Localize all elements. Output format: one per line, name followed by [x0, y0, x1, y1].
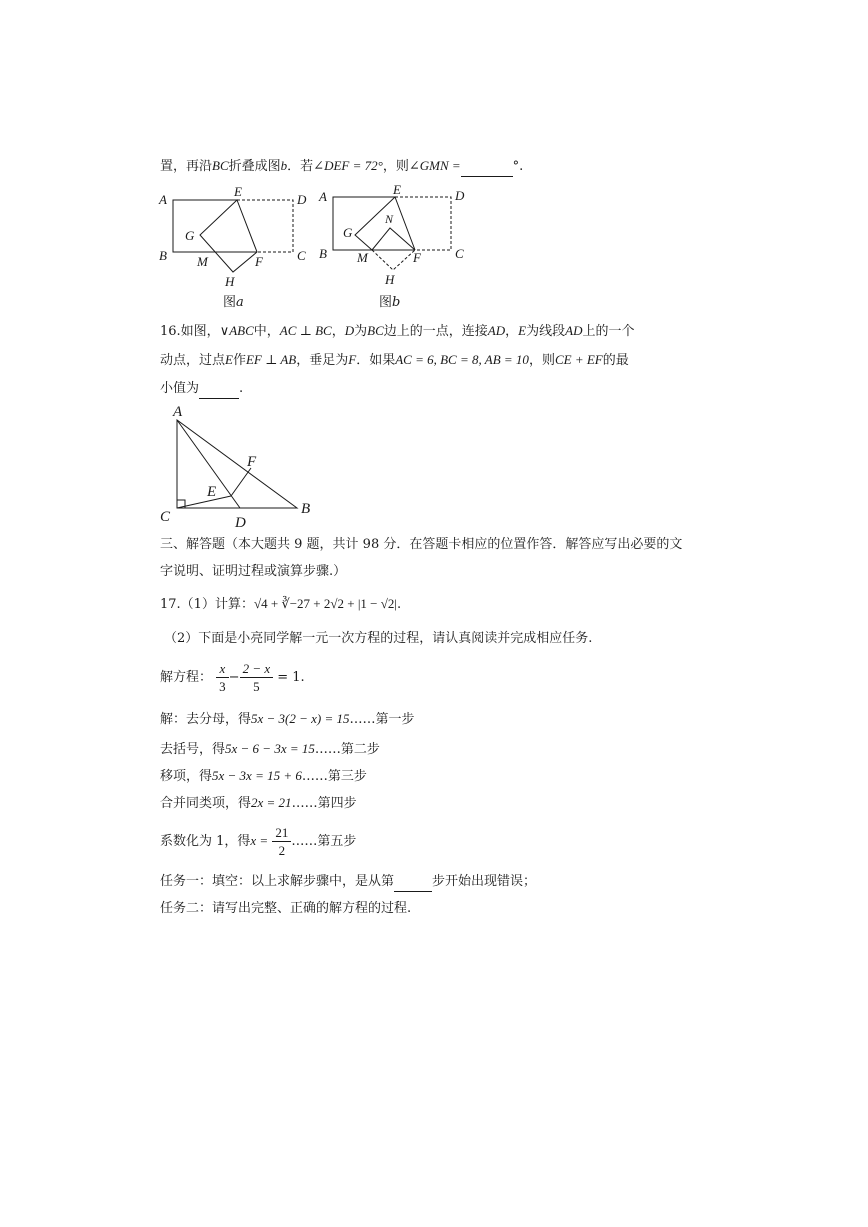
- rect-dashed-edges: [237, 200, 293, 252]
- label-h: H: [385, 272, 395, 287]
- figure-triangle: [155, 400, 325, 532]
- fraction-21-over-2: $\frac{21}{2}$: [272, 824, 291, 859]
- step-5: 系数化为 1，得x = $\frac{21}{2}$ ……第五步: [160, 825, 357, 858]
- step-3: 移项，得5x − 3x = 15 + 6……第三步: [160, 768, 367, 784]
- label-d: D: [235, 515, 246, 531]
- fraction-2-minus-x-over-5: $\frac{2 - x}{5}$: [240, 660, 274, 695]
- label-c: C: [297, 248, 306, 263]
- caption-b: 图b: [379, 295, 401, 310]
- label-b: B: [301, 501, 311, 517]
- section-3-heading: 三、解答题（本大题共 9 题，共计 98 分．在答题卡相应的位置作答．解答应写出必要的文: [160, 537, 683, 552]
- label-g: G: [185, 228, 195, 243]
- section-3-heading-cont: 字说明、证明过程或演算步骤.）: [160, 564, 347, 579]
- folded-quad: [200, 200, 257, 272]
- label-a: A: [159, 192, 167, 207]
- rect-dashed-edges: [395, 197, 451, 250]
- label-b: B: [319, 246, 327, 261]
- label-b: B: [159, 248, 167, 263]
- figure-b: [315, 182, 475, 312]
- label-c: C: [455, 246, 464, 261]
- label-a: A: [173, 404, 183, 420]
- label-f: F: [255, 254, 263, 269]
- step-1: 解：去分母，得5x − 3(2 − x) = 15……第一步: [160, 711, 415, 727]
- q15-line: 置，再沿BC折叠成图b．若∠DEF = 72°，则∠GMN = °.: [160, 157, 523, 177]
- label-m: M: [357, 250, 368, 265]
- edge-mnf: [372, 228, 415, 250]
- edge-mhf-dashed: [372, 250, 415, 270]
- caption-a: 图a: [223, 295, 244, 310]
- q17-part1: 17.（1）计算：√4 + ∛−27 + 2√2 + |1 − √2|.: [160, 596, 402, 612]
- label-c: C: [160, 509, 171, 525]
- q17-equation: 解方程： $\frac{x}{3}$ − $\frac{2 - x}{5}$ = 1.: [160, 661, 305, 694]
- label-e: E: [207, 484, 217, 500]
- step-4: 合并同类项，得2x = 21……第四步: [160, 795, 357, 811]
- figure-a: [155, 182, 315, 312]
- triangle-acb: [177, 420, 297, 508]
- segment-ef: [231, 468, 251, 496]
- q17-part2: （2）下面是小亮同学解一元一次方程的过程，请认真阅读并完成相应任务.: [164, 631, 593, 646]
- q16-line-2: 动点，过点E作EF ⊥ AB，垂足为F．如果AC = 6, BC = 8, AB = 10，则CE + EF的最: [160, 352, 629, 368]
- answer-blank-task1[interactable]: [394, 873, 432, 892]
- task-2: 任务二：请写出完整、正确的解方程的过程.: [160, 901, 412, 916]
- rect-solid-edges: [173, 200, 237, 252]
- q16-line-3: 小值为 .: [160, 380, 243, 399]
- label-f: F: [413, 250, 421, 265]
- label-e: E: [234, 184, 242, 199]
- label-m: M: [197, 254, 208, 269]
- fraction-x-over-3: $\frac{x}{3}$: [216, 660, 229, 695]
- step-2: 去括号，得5x − 6 − 3x = 15……第二步: [160, 741, 380, 757]
- answer-blank-q16[interactable]: [199, 380, 239, 399]
- label-f: F: [247, 454, 257, 470]
- label-e: E: [393, 182, 401, 197]
- label-h: H: [225, 274, 235, 289]
- q16-line-1: 16.如图，∨ABC中，AC ⊥ BC，D为BC边上的一点，连接AD，E为线段AD上的一个: [160, 323, 635, 339]
- label-a: A: [319, 189, 327, 204]
- answer-blank-q15[interactable]: [461, 158, 513, 177]
- label-n: N: [385, 212, 394, 226]
- label-g: G: [343, 225, 353, 240]
- label-d: D: [455, 188, 465, 203]
- task-1: 任务一：填空：以上求解步骤中，是从第 步开始出现错误；: [160, 873, 536, 892]
- label-d: D: [297, 192, 307, 207]
